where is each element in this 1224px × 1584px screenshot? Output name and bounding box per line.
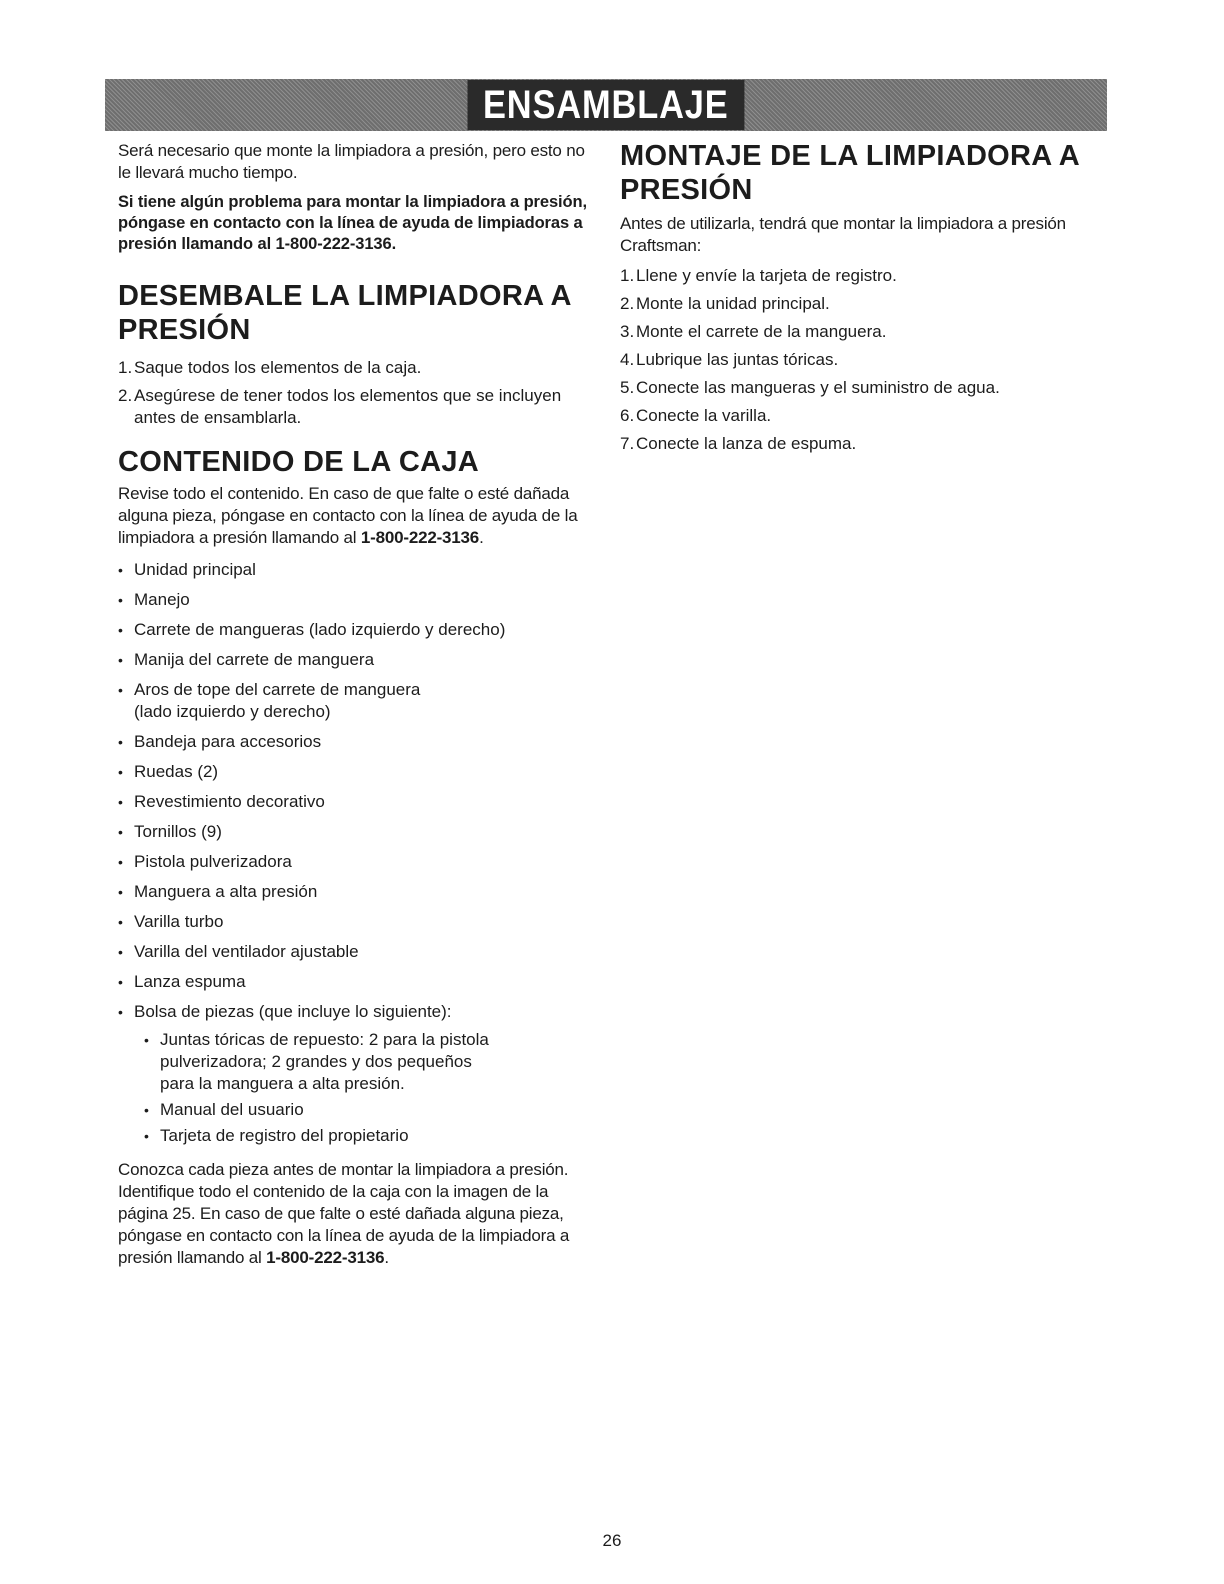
list-item: • Varilla turbo xyxy=(118,911,598,933)
list-item-text: Bolsa de piezas (que incluye lo siguiente): xyxy=(134,1002,452,1021)
list-item xyxy=(620,321,1120,343)
list-item xyxy=(620,349,1120,371)
closing-paragraph xyxy=(118,1159,598,1269)
parts-bag-sublist xyxy=(118,1029,598,1147)
closing-end: . xyxy=(384,1248,389,1267)
step-text: Saque todos los elementos de la caja. xyxy=(134,358,422,377)
list-item: • Ruedas (2) xyxy=(118,761,598,783)
list-item: • Tornillos (9) xyxy=(118,821,598,843)
closing-phone: 1-800-222-3136 xyxy=(266,1248,385,1267)
list-item: • Manija del carrete de manguera xyxy=(118,649,598,671)
step-number: 7. xyxy=(620,434,635,453)
step-number: 1. xyxy=(118,358,133,377)
step-number: 2. xyxy=(620,294,635,313)
list-item xyxy=(620,265,1120,287)
heading-desembale: DESEMBALE LA LIMPIADORA A PRESIÓN xyxy=(118,280,571,346)
step-number: 3. xyxy=(620,322,635,341)
montaje-steps xyxy=(620,265,1120,455)
list-item xyxy=(118,385,598,429)
montaje-intro: Antes de utilizarla, tendrá que montar la limpiadora a presión Craftsman: xyxy=(620,214,1066,255)
step-number: 1. xyxy=(620,266,635,285)
list-item: • Manual del usuario xyxy=(118,1099,598,1121)
list-item: • Tarjeta de registro del propietario xyxy=(118,1125,598,1147)
step-text: Conecte la varilla. xyxy=(636,406,772,425)
intro-paragraph: Será necesario que monte la limpiadora a presión, pero esto no le llevará mucho tiempo. xyxy=(118,141,585,182)
help-note-text: Si tiene algún problema para montar la limpiadora a presión, póngase en contacto con la línea de ayuda de limpiadoras a presión llamando al xyxy=(118,193,587,253)
list-item: • Varilla del ventilador ajustable xyxy=(118,941,598,963)
list-item: • Juntas tóricas de repuesto: 2 para la pistola pulverizadora; 2 grandes y dos pequeños para la manguera a alta presión. xyxy=(118,1029,510,1095)
contenido-intro-phone: 1-800-222-3136 xyxy=(360,528,480,547)
list-item: • Manguera a alta presión xyxy=(118,881,598,903)
list-item: • Pistola pulverizadora xyxy=(118,851,598,873)
list-item xyxy=(620,433,1120,455)
step-number: 6. xyxy=(620,406,635,425)
step-number: 2. xyxy=(118,386,133,405)
right-column xyxy=(620,140,1120,461)
list-item: • Bandeja para accesorios xyxy=(118,731,598,753)
page-number: 26 xyxy=(602,1531,622,1550)
help-note xyxy=(118,192,598,255)
step-text: Monte el carrete de la manguera. xyxy=(636,322,887,341)
step-number: 5. xyxy=(620,378,635,397)
step-text: Conecte las mangueras y el suministro de agua. xyxy=(636,378,1000,397)
list-item xyxy=(620,293,1120,315)
step-number: 4. xyxy=(620,350,635,369)
list-item: • Unidad principal xyxy=(118,559,598,581)
list-item xyxy=(118,1001,598,1147)
list-item: • Manejo xyxy=(118,589,598,611)
contents-list xyxy=(118,559,598,1147)
step-text: Lubrique las juntas tóricas. xyxy=(636,350,839,369)
closing-text: Conozca cada pieza antes de montar la limpiadora a presión. Identifique todo el contenido de la caja con la imagen de la página 25. En caso de que falte o esté dañada alguna pieza, póngase en contacto con la línea de ayuda de la limpiadora a presión llamando al xyxy=(118,1160,570,1267)
help-note-phone: 1-800-222-3136. xyxy=(275,235,397,253)
list-item xyxy=(620,405,1120,427)
step-text: Conecte la lanza de espuma. xyxy=(636,434,857,453)
section-title: ENSAMBLAJE xyxy=(468,80,745,130)
contenido-intro-text: Revise todo el contenido. En caso de que falte o esté dañada alguna pieza, póngase en contacto con la línea de ayuda de la limpiadora a presión llamando al xyxy=(118,484,578,547)
list-item xyxy=(118,357,598,379)
heading-contenido: CONTENIDO DE LA CAJA xyxy=(118,446,479,478)
contenido-intro-end: . xyxy=(479,528,484,547)
left-column xyxy=(118,140,598,1269)
step-text: Llene y envíe la tarjeta de registro. xyxy=(636,266,897,285)
list-item xyxy=(620,377,1120,399)
list-item: • Aros de tope del carrete de manguera (lado izquierdo y derecho) xyxy=(118,679,434,723)
heading-montaje: MONTAJE DE LA LIMPIADORA A PRESIÓN xyxy=(620,140,1079,206)
step-text: Monte la unidad principal. xyxy=(636,294,830,313)
step-text: Asegúrese de tener todos los elementos que se incluyen antes de ensamblarla. xyxy=(134,386,562,427)
desembale-steps xyxy=(118,357,598,429)
contenido-intro xyxy=(118,483,598,549)
list-item: • Lanza espuma xyxy=(118,971,598,993)
list-item: • Carrete de mangueras (lado izquierdo y derecho) xyxy=(118,619,598,641)
list-item: • Revestimiento decorativo xyxy=(118,791,598,813)
section-banner xyxy=(105,79,1107,131)
